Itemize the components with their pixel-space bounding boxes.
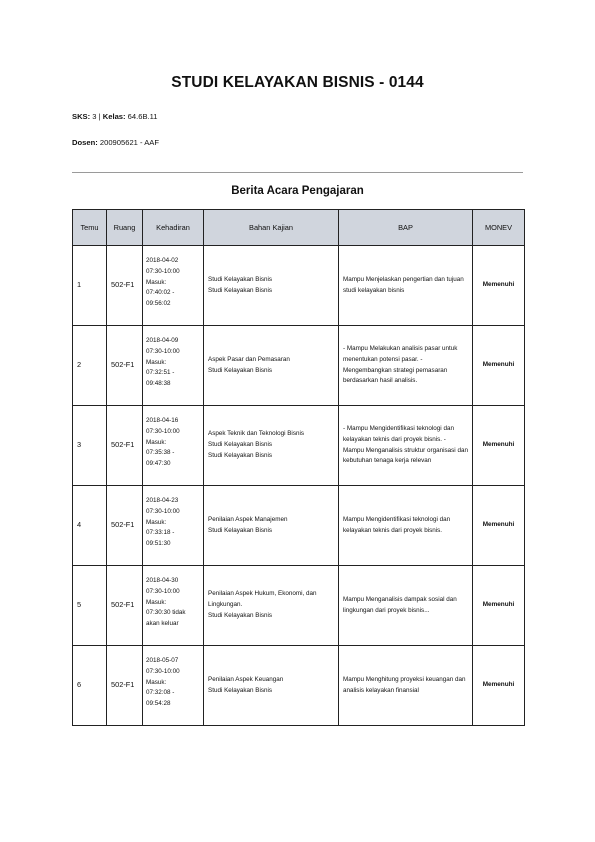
table-row <box>73 486 525 566</box>
cell-temu: 5 <box>73 566 107 646</box>
cell-monev: Memenuhi <box>473 646 525 726</box>
cell-monev: Memenuhi <box>473 246 525 326</box>
kelas-value: 64.6B.11 <box>127 112 158 121</box>
col-header-monev: MONEV <box>473 210 525 246</box>
cell-ruang: 502-F1 <box>107 566 143 646</box>
kelas-label: Kelas: <box>102 112 126 121</box>
cell-temu: 1 <box>73 246 107 326</box>
course-meta <box>72 112 158 121</box>
sks-label: SKS: <box>72 112 91 121</box>
cell-bahan-kajian <box>204 566 339 646</box>
divider <box>72 172 523 173</box>
cell-bap: - Mampu Melakukan analisis pasar untuk menentukan potensi pasar. - Mengembangkan strategi pemasaran berdasarkan hasil analisis. <box>339 326 473 406</box>
cell-bap: Mampu Mengidentifikasi teknologi dan kelayakan teknis dari proyek bisnis. <box>339 486 473 566</box>
cell-monev: Memenuhi <box>473 326 525 406</box>
cell-bap: Mampu Menganalisis dampak sosial dan lingkungan dari proyek bisnis... <box>339 566 473 646</box>
section-title: Berita Acara Pengajaran <box>231 185 364 197</box>
cell-kehadiran <box>143 646 204 726</box>
dosen-label: Dosen: <box>72 138 98 147</box>
sks-value: 3 <box>92 112 97 121</box>
col-header-temu: Temu <box>73 210 107 246</box>
cell-kehadiran <box>143 566 204 646</box>
cell-ruang: 502-F1 <box>107 406 143 486</box>
table-row <box>73 246 525 326</box>
table-row <box>73 406 525 486</box>
col-header-kehadiran: Kehadiran <box>143 210 204 246</box>
cell-ruang: 502-F1 <box>107 646 143 726</box>
cell-monev: Memenuhi <box>473 486 525 566</box>
cell-temu: 3 <box>73 406 107 486</box>
table-row <box>73 326 525 406</box>
cell-bap: Mampu Menghitung proyeksi keuangan dan analisis kelayakan finansial <box>339 646 473 726</box>
cell-bap: Mampu Menjelaskan pengertian dan tujuan studi kelayakan bisnis <box>339 246 473 326</box>
teaching-report-table <box>72 209 525 726</box>
cell-bahan-kajian <box>204 326 339 406</box>
cell-temu: 4 <box>73 486 107 566</box>
kehadiran-text: 2018-04-16 07:30-10:00 Masuk: 07:35:38 - 09:47:30 <box>146 417 180 468</box>
cell-bap: - Mampu Mengidentifikasi teknologi dan kelayakan teknis dari proyek bisnis. - Mampu Menganalisis struktur organisasi dan kebutuhan tenaga kerja relevan <box>339 406 473 486</box>
bahan-text: Aspek Teknik dan Teknologi Bisnis Studi Kelayakan Bisnis Studi Kelayakan Bisnis <box>208 430 305 459</box>
col-header-ruang: Ruang <box>107 210 143 246</box>
cell-bahan-kajian <box>204 646 339 726</box>
lecturer-meta <box>72 138 159 147</box>
table-header-row <box>73 210 525 246</box>
page-title: STUDI KELAYAKAN BISNIS - 0144 <box>171 74 424 91</box>
cell-kehadiran <box>143 406 204 486</box>
bahan-text: Penilaian Aspek Hukum, Ekonomi, dan Lingkungan. Studi Kelayakan Bisnis <box>208 590 317 619</box>
cell-ruang: 502-F1 <box>107 246 143 326</box>
meta-separator: | <box>98 112 101 121</box>
cell-kehadiran <box>143 486 204 566</box>
col-header-bap: BAP <box>339 210 473 246</box>
cell-kehadiran <box>143 326 204 406</box>
cell-monev: Memenuhi <box>473 566 525 646</box>
bahan-text: Penilaian Aspek Manajemen Studi Kelayakan Bisnis <box>208 515 288 534</box>
dosen-value: 200905621 - AAF <box>99 138 159 147</box>
cell-monev: Memenuhi <box>473 406 525 486</box>
table-row <box>73 646 525 726</box>
table-row <box>73 566 525 646</box>
bahan-text: Penilaian Aspek Keuangan Studi Kelayakan Bisnis <box>208 675 284 694</box>
cell-ruang: 502-F1 <box>107 326 143 406</box>
kehadiran-text: 2018-05-07 07:30-10:00 Masuk: 07:32:08 - 09:54:28 <box>146 657 180 708</box>
kehadiran-text: 2018-04-30 07:30-10:00 Masuk: 07:30:30 tidak akan keluar <box>146 577 186 628</box>
cell-bahan-kajian <box>204 486 339 566</box>
cell-temu: 6 <box>73 646 107 726</box>
cell-bahan-kajian <box>204 246 339 326</box>
col-header-bahan-kajian: Bahan Kajian <box>204 210 339 246</box>
bahan-text: Studi Kelayakan Bisnis Studi Kelayakan Bisnis <box>208 275 273 294</box>
cell-bahan-kajian <box>204 406 339 486</box>
kehadiran-text: 2018-04-09 07:30-10:00 Masuk: 07:32:51 - 09:48:38 <box>146 337 180 388</box>
cell-kehadiran <box>143 246 204 326</box>
cell-ruang: 502-F1 <box>107 486 143 566</box>
kehadiran-text: 2018-04-02 07:30-10:00 Masuk: 07:40:02 - 09:56:02 <box>146 257 180 308</box>
cell-temu: 2 <box>73 326 107 406</box>
kehadiran-text: 2018-04-23 07:30-10:00 Masuk: 07:33:18 - 09:51:30 <box>146 497 180 548</box>
bahan-text: Aspek Pasar dan Pemasaran Studi Kelayakan Bisnis <box>208 355 290 374</box>
